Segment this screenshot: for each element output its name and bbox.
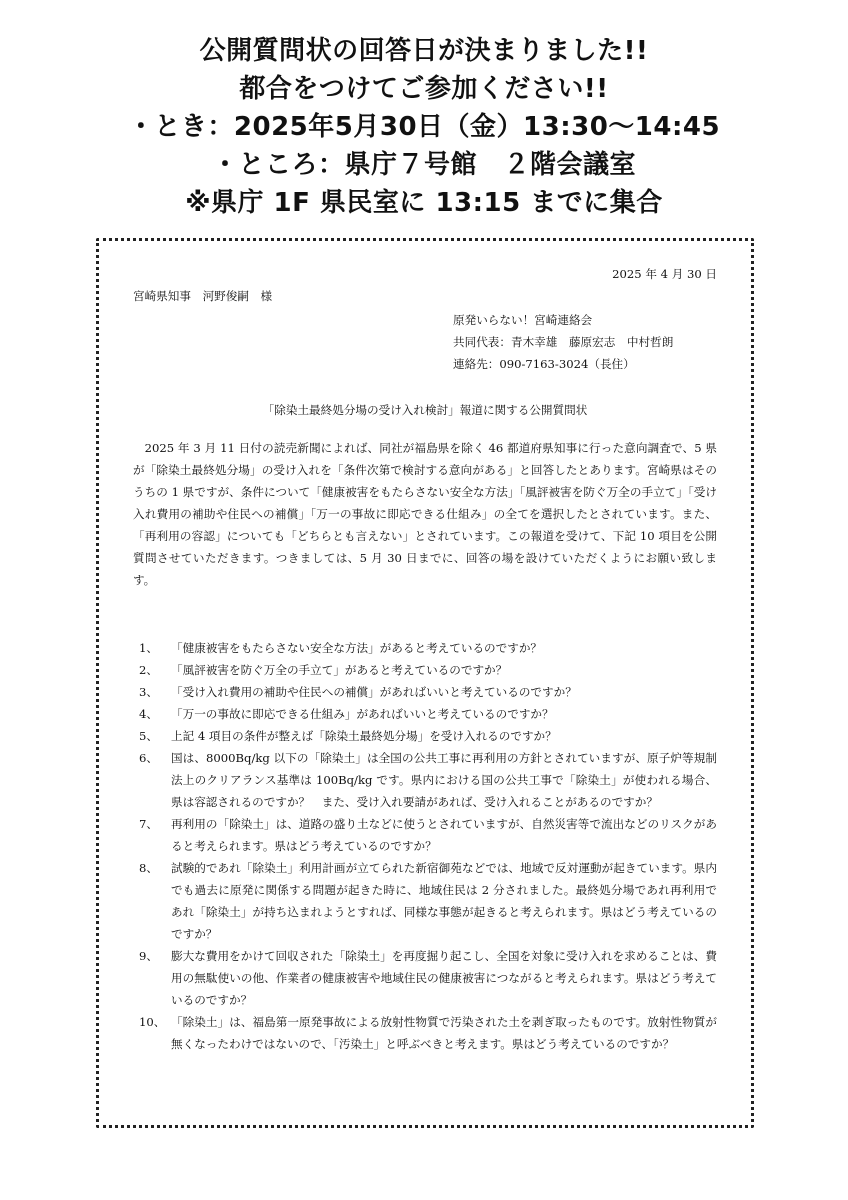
headline-please-attend: 都合をつけてご参加ください!! (239, 74, 609, 104)
question-item (139, 637, 717, 659)
question-number: 8、 (139, 861, 158, 875)
question-item (139, 945, 717, 1011)
question-number: 3、 (139, 685, 158, 699)
question-item (139, 747, 717, 813)
question-text: 「万一の事故に即応できる仕組み」があればいいと考えているのですか？ (171, 707, 554, 721)
question-number: 10、 (139, 1015, 166, 1029)
headline-decided: 公開質問状の回答日が決まりました!! (199, 36, 649, 66)
letter-date: 2025 年 4 月 30 日 (612, 267, 717, 281)
announcement-header (0, 32, 848, 222)
question-text: 上記 4 項目の条件が整えば「除染土最終処分場」を受け入れるのですか？ (171, 729, 557, 743)
question-number: 4、 (139, 707, 158, 721)
sender-org: 原発いらない！宮崎連絡会 (453, 313, 593, 327)
question-number: 5、 (139, 729, 158, 743)
question-text: 膨大な費用をかけて回収された「除染土」を再度掘り起こし、全国を対象に受け入れを求めることは、費用の無駄使いの他、作業者の健康被害や地域住民の健康被害につながると考えられます。県はどう考えているのですか？ (171, 949, 717, 1007)
question-text: 「除染土」は、福島第一原発事故による放射性物質で汚染された土を剥ぎ取ったものです。放射性物質が無くなったわけではないので、「汚染土」と呼ぶべきと考えます。県はどう考えているのですか？ (171, 1015, 717, 1051)
question-number: 1、 (139, 641, 158, 655)
question-item (139, 1011, 717, 1055)
event-location: ・ところ：県庁７号館 ２階会議室 (211, 150, 636, 180)
question-text: 「健康被害をもたらさない安全な方法」があると考えているのですか？ (171, 641, 543, 655)
event-datetime: ・とき：2025年5月30日（金）13:30～14:45 (127, 112, 721, 142)
question-item (139, 681, 717, 703)
question-text: 再利用の「除染土」は、道路の盛り土などに使うとされていますが、自然災害等で流出などのリスクがあると考えられます。県はどう考えているのですか？ (171, 817, 717, 853)
assembly-notice: ※県庁 1F 県民室に 13:15 までに集合 (185, 188, 663, 218)
question-item (139, 703, 717, 725)
open-letter-box (96, 238, 754, 1128)
question-list (139, 637, 717, 1055)
question-item (139, 813, 717, 857)
addressee: 宮崎県知事 河野俊嗣 様 (133, 289, 273, 303)
question-text: 「風評被害を防ぐ万全の手立て」があると考えているのですか？ (171, 663, 508, 677)
question-text: 国は、8000Bq/kg 以下の「除染土」は全国の公共工事に再利用の方針とされていますが、原子炉等規制法上のクリアランス基準は 100Bq/kg です。県内における国の公共工事で「除染土」が使われる場合、県は容認されるのですか？ また、受け入れ要請があれば、受け入れることがあるのですか？ (171, 751, 717, 809)
question-text: 「受け入れ費用の補助や住民への補償」があればいいと考えているのですか？ (171, 685, 577, 699)
question-number: 7、 (139, 817, 158, 831)
question-item (139, 659, 717, 681)
letter-subject: 「除染土最終処分場の受け入れ検討」報道に関する公開質問状 (262, 403, 588, 417)
sender-representatives: 共同代表：青木幸雄 藤原宏志 中村哲朗 (453, 335, 674, 349)
letter-body: 2025 年 3 月 11 日付の読売新聞によれば、同社が福島県を除く 46 都道府県知事に行った意向調査で、5 県が「除染土最終処分場」の受け入れを「条件次第で検討する意向がある」と回答したとあります。宮崎県はそのうちの 1 県ですが、条件について「健康被害をもたらさない安全な方法」「風評被害を防ぐ万全の手立て」「受け入れ費用の補助や住民への補償」「万一の事故に即応できる仕組み」の全てを選択したとされています。また、「再利用の容認」についても「どちらとも言えない」とされています。この報道を受けて、下記 10 項目を公開質問させていただきます。つきましては、5 月 30 日までに、回答の場を設けていただくようにお願い致します。 (133, 441, 717, 587)
question-item (139, 857, 717, 945)
question-number: 9、 (139, 949, 158, 963)
sender-block (453, 309, 673, 375)
question-item (139, 725, 717, 747)
sender-contact: 連絡先：090-7163-3024（長住） (453, 357, 635, 371)
question-number: 6、 (139, 751, 158, 765)
question-number: 2、 (139, 663, 158, 677)
question-text: 試験的であれ「除染土」利用計画が立てられた新宿御苑などでは、地域で反対運動が起きています。県内でも過去に原発に関係する問題が起きた時に、地域住民は 2 分されました。最終処分場であれ再利用であれ「除染土」が持ち込まれようとすれば、同様な事態が起きると考えられます。県はどう考えているのですか？ (171, 861, 717, 941)
